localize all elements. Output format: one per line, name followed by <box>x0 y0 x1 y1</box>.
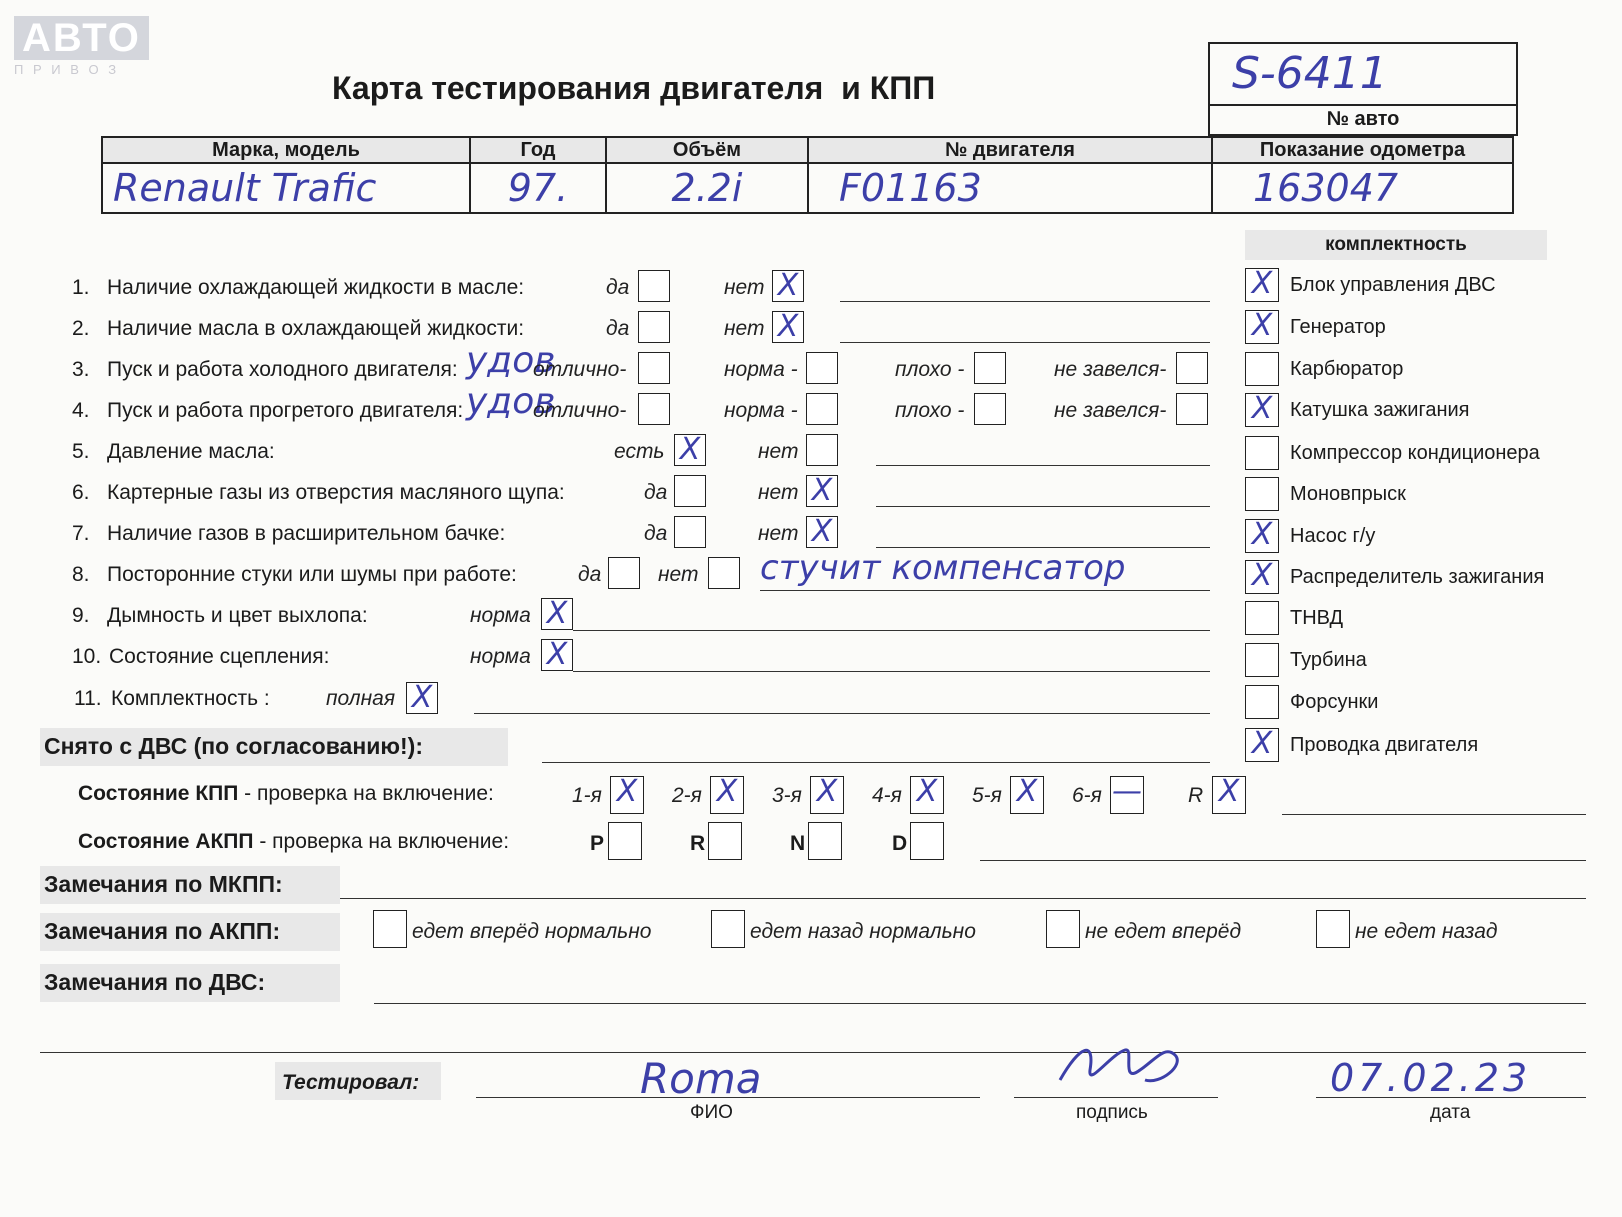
q10-norma-checkbox[interactable] <box>541 639 573 671</box>
akpp-mode-checkbox[interactable] <box>608 822 642 860</box>
col-odometer: Показание одометра <box>1212 137 1513 163</box>
volume-value: 2.2i <box>606 163 808 213</box>
komplekt-checkbox[interactable] <box>1245 519 1279 553</box>
q6-num: 6. <box>72 481 90 504</box>
q9-line <box>573 630 1210 631</box>
tester-name: Roma <box>640 1054 762 1103</box>
akpp-back-ok-label: едет назад нормально <box>750 920 976 943</box>
q4-otl-label: отлично- <box>533 399 627 422</box>
akpp-forward-ok-label: едет вперёд нормально <box>412 920 652 943</box>
q5-est-checkbox[interactable] <box>674 434 706 466</box>
auto-divider <box>1210 104 1516 106</box>
q2-da-label: да <box>606 317 630 340</box>
q2-text: Наличие масла в охлаждающей жидкости: <box>107 317 525 340</box>
q1-num: 1. <box>72 276 90 299</box>
q4-norma-checkbox[interactable] <box>806 393 838 425</box>
q10-text: Состояние сцепления: <box>109 645 330 668</box>
q7-num: 7. <box>72 522 90 545</box>
kpp-gear-checkbox[interactable] <box>810 776 844 814</box>
check-mark: X <box>1251 391 1273 426</box>
q4-nezav-checkbox[interactable] <box>1176 393 1208 425</box>
check-mark: X <box>546 596 568 631</box>
q5-text: Давление масла: <box>107 440 275 463</box>
page-title: Карта тестирования двигателя и КПП <box>332 70 936 106</box>
tested-label: Тестировал: <box>282 1071 420 1094</box>
q7-text: Наличие газов в расширительном бачке: <box>107 522 506 545</box>
q10-num: 10. <box>72 645 102 668</box>
q3-text: Пуск и работа холодного двигателя: <box>107 358 458 381</box>
komplekt-checkbox[interactable] <box>1245 601 1279 635</box>
zam-dvs-label: Замечания по ДВС: <box>44 969 266 995</box>
komplekt-item-label: Компрессор кондиционера <box>1290 442 1540 464</box>
q9-norma-label: норма <box>470 604 531 627</box>
q3-nezav-label: не завелся- <box>1054 358 1167 381</box>
q3-ploho-label: плохо - <box>895 358 965 381</box>
q3-handwritten: удов <box>466 340 556 381</box>
zam-akpp-label: Замечания по АКПП: <box>44 918 281 944</box>
year-value: 97. <box>470 163 606 213</box>
q5-num: 5. <box>72 440 90 463</box>
q2-num: 2. <box>72 317 90 340</box>
komplekt-checkbox[interactable] <box>1245 685 1279 719</box>
name-line <box>476 1097 980 1098</box>
akpp-no-back-checkbox[interactable] <box>1316 910 1350 948</box>
kpp-gear-label: R <box>1188 784 1204 807</box>
akpp-mode-checkbox[interactable] <box>808 822 842 860</box>
komplekt-item-label: Моновпрыск <box>1290 483 1406 505</box>
kpp-gear-checkbox[interactable] <box>1212 776 1246 814</box>
komplekt-item-label: Проводка двигателя <box>1290 734 1479 756</box>
q6-net-label: нет <box>758 481 799 504</box>
signature-image <box>1050 1025 1200 1105</box>
q10-norma-label: норма <box>470 645 531 668</box>
q5-net-checkbox[interactable] <box>806 434 838 466</box>
q5-net-label: нет <box>758 440 799 463</box>
check-mark: X <box>1251 726 1273 761</box>
q7-net-label: нет <box>758 522 799 545</box>
q4-handwritten: удов <box>466 381 556 422</box>
komplekt-title: комплектность <box>1245 230 1547 260</box>
snyato-label: Снято с ДВС (по согласованию!): <box>44 733 423 759</box>
q8-net-checkbox[interactable] <box>708 557 740 589</box>
komplekt-item-label: ТНВД <box>1290 607 1344 629</box>
col-year: Год <box>470 137 606 163</box>
q4-num: 4. <box>72 399 90 422</box>
q9-text: Дымность и цвет выхлопа: <box>107 604 368 627</box>
akpp-mode-checkbox[interactable] <box>708 822 742 860</box>
q11-line <box>474 713 1210 714</box>
check-mark: X <box>916 774 938 809</box>
check-mark: X <box>1218 774 1240 809</box>
q11-text: Комплектность : <box>111 687 270 710</box>
akpp-mode-checkbox[interactable] <box>910 822 944 860</box>
auto-number: S-6411 <box>1232 48 1388 99</box>
q1-net-checkbox[interactable] <box>772 270 804 302</box>
q3-norma-checkbox[interactable] <box>806 352 838 384</box>
zam-mkpp-label: Замечания по МКПП: <box>44 871 283 897</box>
q4-norma-label: норма - <box>724 399 798 422</box>
kpp-gear-label: 3-я <box>772 784 802 807</box>
q2-line <box>840 342 1210 343</box>
q2-da-checkbox[interactable] <box>638 311 670 343</box>
akpp-mode-label: P <box>590 832 605 855</box>
check-mark: X <box>811 514 833 549</box>
q1-text: Наличие охлаждающей жидкости в масле: <box>107 276 525 299</box>
snyato-line <box>542 762 1210 763</box>
komplekt-checkbox[interactable] <box>1245 560 1279 594</box>
vehicle-table <box>101 136 1514 214</box>
zam-mkpp-line <box>340 898 1586 899</box>
auto-box <box>1208 42 1518 136</box>
q8-line <box>760 590 1210 591</box>
q11-num: 11. <box>74 687 102 710</box>
q8-text: Посторонние стуки или шумы при работе: <box>107 563 517 586</box>
akpp-mode-label: N <box>790 832 806 855</box>
auto-label: № авто <box>1326 108 1400 130</box>
check-mark: X <box>1251 558 1273 593</box>
akpp-line <box>980 860 1586 861</box>
kpp-gear-label: 1-я <box>572 784 602 807</box>
q1-da-checkbox[interactable] <box>638 270 670 302</box>
name-caption: ФИО <box>690 1102 733 1123</box>
check-mark: X <box>1251 308 1273 343</box>
komplekt-checkbox[interactable] <box>1245 268 1279 302</box>
komplekt-item-label: Генератор <box>1290 316 1386 338</box>
engine-value: F01163 <box>808 163 1212 213</box>
check-mark: X <box>777 309 799 344</box>
komplekt-item-label: Блок управления ДВС <box>1290 274 1496 296</box>
sign-caption: подпись <box>1076 1102 1148 1123</box>
q4-ploho-checkbox[interactable] <box>974 393 1006 425</box>
check-mark: X <box>716 774 738 809</box>
kpp-gear-label: 4-я <box>872 784 902 807</box>
check-mark: X <box>616 774 638 809</box>
q3-otl-checkbox[interactable] <box>638 352 670 384</box>
q3-norma-label: норма - <box>724 358 798 381</box>
komplekt-checkbox[interactable] <box>1245 352 1279 386</box>
check-mark: X <box>777 268 799 303</box>
kpp-line <box>1282 814 1586 815</box>
odometer-value: 163047 <box>1212 163 1513 213</box>
date-caption: дата <box>1430 1102 1471 1123</box>
komplekt-item-label: Форсунки <box>1290 691 1379 713</box>
akpp-mode-label: R <box>690 832 706 855</box>
akpp-label <box>78 830 509 854</box>
kpp-gear-checkbox[interactable] <box>1010 776 1044 814</box>
zam-dvs-line-2 <box>40 1052 1586 1053</box>
check-mark: X <box>1251 266 1273 301</box>
q7-da-checkbox[interactable] <box>674 516 706 548</box>
q8-handwritten: стучит компенсатор <box>760 548 1126 588</box>
komplekt-item-label: Турбина <box>1290 649 1367 671</box>
q10-line <box>573 671 1210 672</box>
q1-da-label: да <box>606 276 630 299</box>
check-mark: X <box>1251 517 1273 552</box>
akpp-back-ok-checkbox[interactable] <box>711 910 745 948</box>
col-volume: Объём <box>606 137 808 163</box>
kpp-label <box>78 782 494 806</box>
kpp-gear-label: 2-я <box>672 784 702 807</box>
q4-text: Пуск и работа прогретого двигателя: <box>107 399 464 422</box>
komplekt-item-label: Катушка зажигания <box>1290 399 1470 421</box>
kpp-rest: - проверка на включение: <box>238 782 494 805</box>
q1-net-label: нет <box>724 276 765 299</box>
watermark-brand: АВТО <box>14 16 149 60</box>
akpp-forward-ok-checkbox[interactable] <box>373 910 407 948</box>
q6-line <box>876 506 1210 507</box>
akpp-rest: - проверка на включение: <box>253 830 510 853</box>
watermark-sub: П Р И В О З <box>14 62 120 77</box>
check-mark: X <box>679 432 701 467</box>
check-mark: X <box>816 774 838 809</box>
q3-nezav-checkbox[interactable] <box>1176 352 1208 384</box>
kpp-gear-checkbox[interactable] <box>610 776 644 814</box>
watermark-logo <box>14 16 149 77</box>
q2-net-label: нет <box>724 317 765 340</box>
date-line <box>1316 1097 1586 1098</box>
q7-net-checkbox[interactable] <box>806 516 838 548</box>
q5-line <box>876 465 1210 466</box>
akpp-mode-label: D <box>892 832 908 855</box>
q5-est-label: есть <box>614 440 665 463</box>
akpp-no-forward-label: не едет вперёд <box>1085 920 1242 943</box>
q3-ploho-checkbox[interactable] <box>974 352 1006 384</box>
akpp-no-forward-checkbox[interactable] <box>1046 910 1080 948</box>
q3-num: 3. <box>72 358 90 381</box>
q8-net-label: нет <box>658 563 699 586</box>
kpp-gear-label: 6-я <box>1072 784 1102 807</box>
dash-mark: — <box>1112 774 1142 809</box>
q11-polnaya-label: полная <box>326 687 396 710</box>
q11-polnaya-checkbox[interactable] <box>406 682 438 714</box>
kpp-gear-checkbox[interactable] <box>710 776 744 814</box>
col-model: Марка, модель <box>102 137 470 163</box>
kpp-bold: Состояние КПП <box>78 782 239 805</box>
kpp-gear-checkbox[interactable] <box>910 776 944 814</box>
q6-net-checkbox[interactable] <box>806 475 838 507</box>
model-value: Renault Trafic <box>102 163 470 213</box>
q1-line <box>840 301 1210 302</box>
komplekt-item-label: Насос г/у <box>1290 525 1376 547</box>
sign-line <box>1014 1097 1218 1098</box>
komplekt-checkbox[interactable] <box>1245 393 1279 427</box>
test-date: 07.02.23 <box>1330 1056 1532 1100</box>
q4-ploho-label: плохо - <box>895 399 965 422</box>
check-mark: X <box>546 637 568 672</box>
komplekt-item-label: Карбюратор <box>1290 358 1404 380</box>
q7-da-label: да <box>644 522 668 545</box>
komplekt-item-label: Распределитель зажигания <box>1290 566 1545 588</box>
q4-nezav-label: не завелся- <box>1054 399 1167 422</box>
akpp-bold: Состояние АКПП <box>78 830 254 853</box>
akpp-no-back-label: не едет назад <box>1355 920 1498 943</box>
komplekt-checkbox[interactable] <box>1245 643 1279 677</box>
q2-net-checkbox[interactable] <box>772 311 804 343</box>
q8-da-checkbox[interactable] <box>608 557 640 589</box>
kpp-gear-checkbox[interactable] <box>1110 776 1144 814</box>
q8-num: 8. <box>72 563 90 586</box>
check-mark: X <box>411 680 433 715</box>
q6-text: Картерные газы из отверстия масляного щупа: <box>107 481 565 504</box>
kpp-gear-label: 5-я <box>972 784 1002 807</box>
check-mark: X <box>811 473 833 508</box>
q6-da-label: да <box>644 481 668 504</box>
q6-da-checkbox[interactable] <box>674 475 706 507</box>
komplekt-checkbox[interactable] <box>1245 477 1279 511</box>
zam-dvs-line <box>374 1003 1586 1004</box>
q3-otl-label: отлично- <box>533 358 627 381</box>
q9-num: 9. <box>72 604 90 627</box>
komplekt-checkbox[interactable] <box>1245 436 1279 470</box>
komplekt-checkbox[interactable] <box>1245 310 1279 344</box>
check-mark: X <box>1016 774 1038 809</box>
q9-norma-checkbox[interactable] <box>541 598 573 630</box>
col-engine: № двигателя <box>808 137 1212 163</box>
komplekt-checkbox[interactable] <box>1245 728 1279 762</box>
q8-da-label: да <box>578 563 602 586</box>
q4-otl-checkbox[interactable] <box>638 393 670 425</box>
